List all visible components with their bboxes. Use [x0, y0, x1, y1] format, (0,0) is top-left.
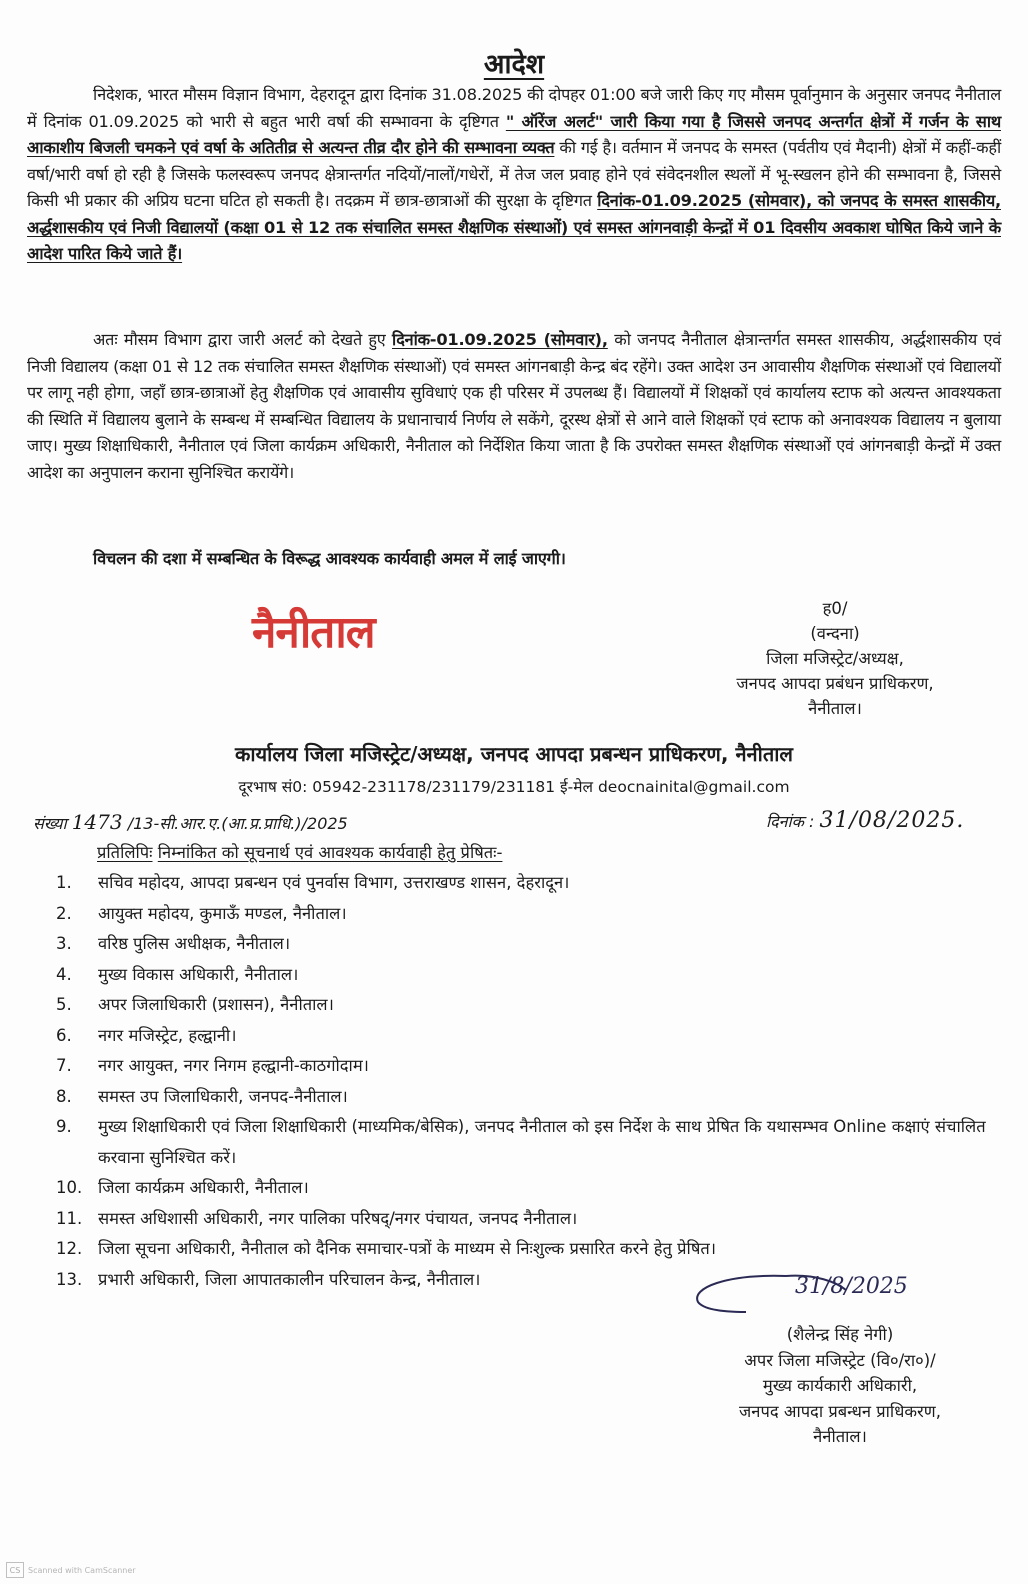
paragraph-closure-order: [27, 327, 1001, 486]
list-item: [56, 899, 996, 930]
office-heading: कार्यालय जिला मजिस्ट्रेट/अध्यक्ष, जनपद आपदा प्रबन्धन प्राधिकरण, नैनीताल: [235, 742, 793, 766]
orange-alert-text: " ऑरेंज अलर्ट" जारी किया गया है जिससे जनपद अन्तर्गत क्षेत्रों में गर्जन के साथ आकाशीय बिजली चमकने एवं वर्षा के अतितीव्र से अत्यन्त तीव्र दौर होने की सम्भावना व्यक्त: [27, 111, 1001, 157]
reference-number-handwritten: 1473: [71, 810, 123, 834]
list-item: [56, 990, 996, 1021]
office-contact: [0, 775, 1028, 797]
list-item: [56, 929, 996, 960]
closure-rest-text: को जनपद नैनीताल क्षेत्रान्तर्गत समस्त शासकीय, अर्द्धशासकीय एवं निजी विद्यालय (कक्षा 01 से 12 तक संचालित समस्त शैक्षणिक संस्थाओं) एवं समस्त आंगनबाड़ी केन्द्र बंद रहेंगे। उक्त आदेश उन आवासीय शैक्षणिक संस्थाओं एवं विद्यालयों पर लागू नही होगा, जहाँ छात्र-छात्राओं हेतु शैक्षणिक एवं आवासीय सुविधाएं एक ही परिसर में उपलब्ध हैं। विद्यालयों में शिक्षकों एवं कार्यालय स्टाफ को अत्यन्त आवश्यकता की स्थिति में विद्यालय बुलाने के सम्बन्ध में सम्बन्धित विद्यालय के प्रधानाचार्य निर्णय ले सकेंगे, दूरस्थ क्षेत्रों से आने वाले शिक्षकों एवं स्टाफ को अनावश्यक विद्यालय न बुलाया जाए। मुख्य शिक्षाधिकारी, नैनीताल एवं जिला कार्यक्रम अधिकारी, नैनीताल को निर्देशित किया जाता है कि उपरोक्त समस्त शैक्षणिक संस्थाओं एवं आंगनबाड़ी केन्द्रों में उक्त आदेश का अनुपालन कराना सुनिश्चित करायेंगे।: [27, 330, 1001, 482]
copy-to-text: निम्नांकित को सूचनार्थ एवं आवश्यक कार्यवाही हेतु प्रेषितः-: [157, 843, 503, 862]
signatory-dm-authority: जनपद आपदा प्रबंधन प्राधिकरण,: [736, 674, 934, 693]
list-item-text: समस्त उप जिलाधिकारी, जनपद-नैनीताल।: [98, 1086, 348, 1106]
list-item: [56, 1204, 996, 1235]
list-item: [56, 1234, 996, 1265]
list-item-text: प्रभारी अधिकारी, जिला आपातकालीन परिचालन केन्द्र, नैनीताल।: [98, 1269, 481, 1289]
list-item-number: 5.: [56, 995, 72, 1014]
list-item: [56, 1021, 996, 1052]
signatory-adm-place: नैनीताल।: [813, 1427, 867, 1446]
list-item: [56, 960, 996, 991]
list-item: [56, 1051, 996, 1082]
copy-to-heading: [97, 840, 502, 863]
list-item-number: 7.: [56, 1056, 72, 1075]
closure-date: दिनांक-01.09.2025 (सोमवार),: [392, 330, 608, 349]
list-item-text: जिला कार्यक्रम अधिकारी, नैनीताल।: [98, 1178, 309, 1197]
signatory-adm-name: (शैलेन्द्र सिंह नेगी): [786, 1325, 894, 1344]
document-title: आदेश: [483, 49, 545, 80]
list-item-number: 1.: [56, 873, 72, 892]
paragraph-weather-alert: [27, 82, 1001, 268]
list-item-text: सचिव महोदय, आपदा प्रबन्धन एवं पुनर्वास विभाग, उत्तराखण्ड शासन, देहरादून।: [98, 873, 570, 892]
list-item-number: 8.: [56, 1086, 72, 1106]
camscanner-text: Scanned with CamScanner: [28, 1565, 136, 1575]
office-phone: दूरभाष सं0: 05942-231178/231179/231181 ई-मेल: [238, 778, 598, 796]
closure-intro-text: अतः मौसम विभाग द्वारा जारी अलर्ट को देखते हुए: [93, 330, 392, 349]
alert-intro-text: निदेशक, भारत मौसम विज्ञान विभाग, देहरादून द्वारा दिनांक 31.08.2025 की दोपहर 01:00 बजे जारी किए गए मौसम पूर्वानुमान के अनुसार जनपद नैनीताल में दिनांक 01.09.2025 को भारी से बहुत भारी वर्षा की सम्भावना के दृष्टिगत: [27, 85, 1001, 131]
paragraph-penalty: विचलन की दशा में सम्बन्धित के विरूद्ध आवश्यक कार्यवाही अमल में लाई जाएगी।: [93, 549, 566, 568]
list-item: [56, 1173, 996, 1204]
date-handwritten: 31/08/2025.: [819, 808, 965, 833]
signatory-dm-line: ह0/: [822, 599, 848, 618]
signatory-adm-authority: जनपद आपदा प्रबन्धन प्राधिकरण,: [739, 1401, 941, 1421]
reference-date: [766, 808, 964, 833]
list-item-text: वरिष्ठ पुलिस अधीक्षक, नैनीताल।: [98, 934, 291, 953]
copy-to-label: प्रतिलिपिः: [97, 843, 153, 862]
list-item: [56, 1082, 996, 1113]
reference-label: संख्या: [33, 814, 67, 833]
list-item-number: 2.: [56, 903, 72, 923]
list-item-number: 9.: [56, 1117, 72, 1136]
signature-date-handwritten: 31/8/2025: [795, 1274, 908, 1299]
list-item-text: नगर आयुक्त, नगर निगम हल्द्वानी-काठगोदाम।: [98, 1056, 369, 1075]
reference-suffix: /13-सी.आर.ए.(आ.प्र.प्राधि.)/2025: [127, 814, 348, 833]
list-item-number: 6.: [56, 1025, 72, 1045]
signatory-dm-place: नैनीताल।: [808, 699, 862, 718]
reference-number: [33, 810, 348, 834]
list-item-number: 11.: [56, 1208, 83, 1228]
list-item: [56, 1112, 996, 1173]
holiday-order-text: दिनांक-01.09.2025 (सोमवार), को जनपद के समस्त शासकीय, अर्द्धशासकीय एवं निजी विद्यालयों (कक्षा 01 से 12 तक संचालित समस्त शैक्षणिक संस्थाओं) एवं समस्त आंगनवाड़ी केन्द्रों में 01 दिवसीय अवकाश घोषित किये जाने के आदेश पारित किये जाते हैं।: [27, 191, 1001, 263]
list-item-text: मुख्य शिक्षाधिकारी एवं जिला शिक्षाधिकारी (माध्यमिक/बेसिक), जनपद नैनीताल को इस निर्देश के साथ प्रेषित कि यथासम्भव Online कक्षाएं संचालित करवाना सुनिश्चित करें।: [98, 1117, 986, 1167]
list-item-text: जिला सूचना अधिकारी, नैनीताल को दैनिक समाचार-पत्रों के माध्यम से निःशुल्क प्रसारित करने हेतु प्रेषित।: [98, 1239, 717, 1258]
list-item-text: मुख्य विकास अधिकारी, नैनीताल।: [98, 964, 299, 984]
list-item-number: 4.: [56, 964, 72, 984]
list-item-text: आयुक्त महोदय, कुमाऊँ मण्डल, नैनीताल।: [98, 903, 347, 923]
list-item: [56, 868, 996, 899]
nainital-stamp: नैनीताल: [252, 607, 375, 658]
signatory-adm-designation: अपर जिला मजिस्ट्रेट (वि०/रा०)/: [744, 1350, 936, 1370]
list-item-number: 13.: [56, 1269, 83, 1289]
camscanner-logo-icon: CS: [6, 1562, 24, 1578]
list-item-text: अपर जिलाधिकारी (प्रशासन), नैनीताल।: [98, 995, 334, 1014]
signatory-dm-designation: जिला मजिस्ट्रेट/अध्यक्ष,: [766, 649, 904, 668]
signatory-adm-block: [690, 1322, 990, 1450]
list-item-text: नगर मजिस्ट्रेट, हल्द्वानी।: [98, 1025, 237, 1045]
date-label: दिनांक :: [766, 812, 815, 831]
copy-to-list: [56, 868, 996, 1295]
list-item-number: 10.: [56, 1178, 83, 1197]
signatory-dm-block: [680, 596, 990, 721]
list-item-number: 3.: [56, 934, 72, 953]
signatory-adm-role: मुख्य कार्यकारी अधिकारी,: [762, 1376, 918, 1395]
camscanner-watermark: [6, 1562, 136, 1578]
signatory-dm-name: (वन्दना): [810, 624, 860, 643]
office-email: deocnainital@gmail.com: [597, 778, 790, 796]
list-item-number: 12.: [56, 1239, 83, 1258]
list-item-text: समस्त अधिशासी अधिकारी, नगर पालिका परिषद्/नगर पंचायत, जनपद नैनीताल।: [98, 1208, 578, 1228]
alert-middle-text: की गई है। वर्तमान में जनपद के समस्त (पर्वतीय एवं मैदानी) क्षेत्रों में कहीं-कहीं वर्षा/भारी वर्षा हो रही है जिसके फलस्वरूप जनपद क्षेत्रान्तर्गत नदियों/नालों/गधेरों, में तेज जल प्रवाह होने एवं संवेदनशील स्थलों में भू-स्खलन होने की सम्भावना है, जिससे किसी भी प्रकार की अप्रिय घटना घटित हो सकती है। तदक्रम में छात्र-छात्राओं की सुरक्षा के दृष्टिगत: [27, 138, 1001, 210]
